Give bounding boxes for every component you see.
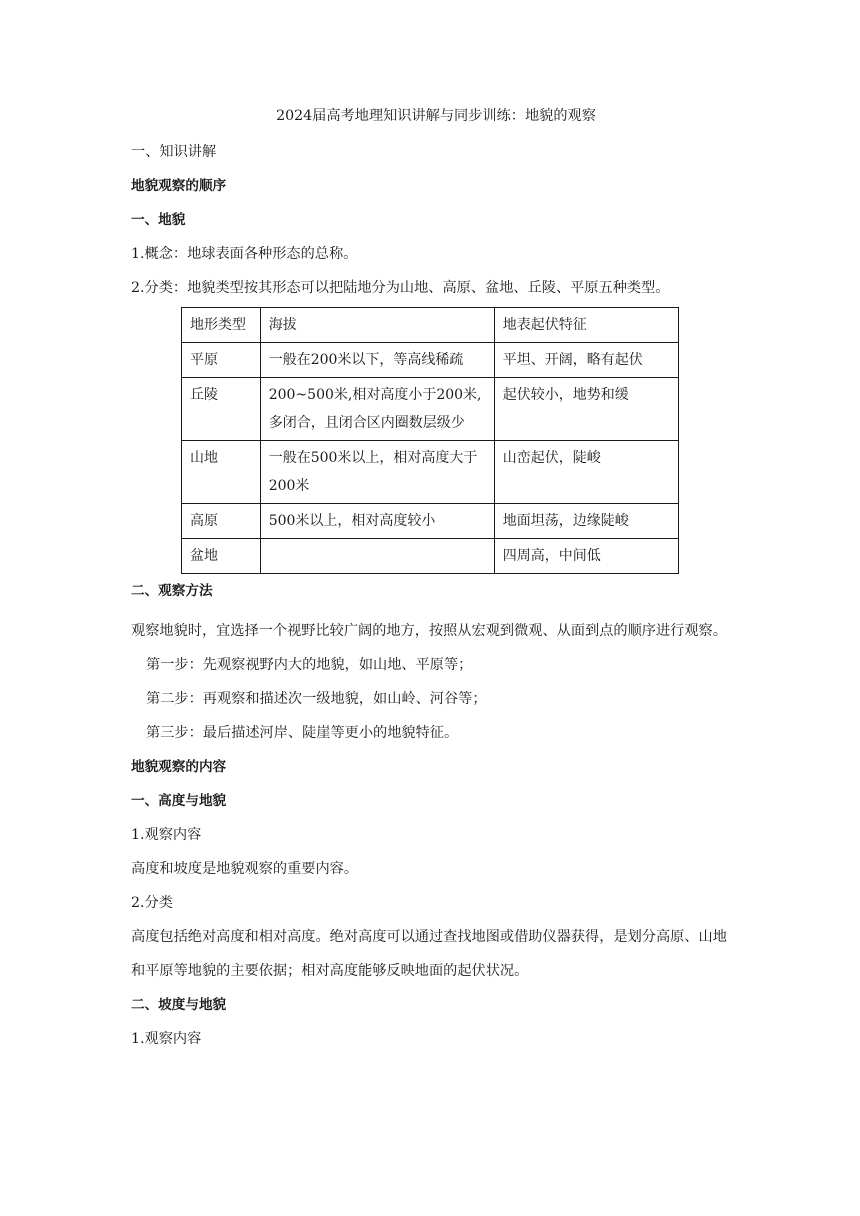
table-cell: 地面坦荡，边缘陡峻 (494, 504, 678, 539)
classification-line: 2.分类：地貌类型按其形态可以把陆地分为山地、高原、盆地、丘陵、平原五种类型。 (131, 280, 670, 296)
table-header-cell: 地形类型 (182, 308, 261, 343)
table-row (182, 441, 679, 504)
section-knowledge: 一、知识讲解 (131, 144, 217, 160)
table-row (182, 343, 679, 378)
table-cell (260, 539, 494, 574)
document-page (131, 105, 731, 1062)
table-cell: 高原 (182, 504, 261, 539)
observe-content-2: 1.观察内容 (131, 1031, 202, 1047)
table-header-cell: 地表起伏特征 (494, 308, 678, 343)
height-text: 高度和坡度是地貌观察的重要内容。 (131, 861, 359, 877)
table-row (182, 539, 679, 574)
table-header-row (182, 308, 679, 343)
method-paragraph: 观察地貌时，宜选择一个视野比较广阔的地方，按照从宏观到微观、从面到点的顺序进行观察。 (131, 623, 727, 639)
observe-content-1: 1.观察内容 (131, 827, 202, 843)
height-classify-paragraph: 高度包括绝对高度和相对高度。绝对高度可以通过查找地图或借助仪器获得，是划分高原、山地和平原等地貌的主要依据；相对高度能够反映地面的起伏状况。 (131, 929, 727, 979)
heading-method: 二、观察方法 (131, 583, 213, 599)
heading-observation-order: 地貌观察的顺序 (131, 178, 227, 194)
step-2: 第二步：再观察和描述次一级地貌，如山岭、河谷等； (146, 691, 487, 707)
table-cell: 起伏较小，地势和缓 (494, 378, 678, 441)
table-cell: 丘陵 (182, 378, 261, 441)
heading-landform: 一、地貌 (131, 212, 186, 228)
table-cell: 平坦、开阔，略有起伏 (494, 343, 678, 378)
table-cell: 山峦起伏，陡峻 (494, 441, 678, 504)
table-cell: 200~500米,相对高度小于200米,多闭合，且闭合区内圈数层级少 (260, 378, 494, 441)
table-cell: 盆地 (182, 539, 261, 574)
concept-line: 1.概念：地球表面各种形态的总称。 (131, 246, 358, 262)
document-title: 2024届高考地理知识讲解与同步训练：地貌的观察 (276, 108, 596, 124)
step-3: 第三步：最后描述河岸、陡崖等更小的地貌特征。 (146, 725, 459, 741)
table-cell: 500米以上，相对高度较小 (260, 504, 494, 539)
heading-slope: 二、坡度与地貌 (131, 997, 227, 1013)
classify-2: 2.分类 (131, 895, 173, 911)
table-row (182, 378, 679, 441)
heading-observation-content: 地貌观察的内容 (131, 759, 227, 775)
terrain-table (181, 307, 679, 574)
table-cell: 四周高，中间低 (494, 539, 678, 574)
table-cell: 一般在200米以下，等高线稀疏 (260, 343, 494, 378)
heading-height: 一、高度与地貌 (131, 793, 227, 809)
table-cell: 一般在500米以上，相对高度大于200米 (260, 441, 494, 504)
step-1: 第一步：先观察视野内大的地貌，如山地、平原等； (146, 657, 473, 673)
table-header-cell: 海拔 (260, 308, 494, 343)
table-row (182, 504, 679, 539)
table-cell: 平原 (182, 343, 261, 378)
table-cell: 山地 (182, 441, 261, 504)
